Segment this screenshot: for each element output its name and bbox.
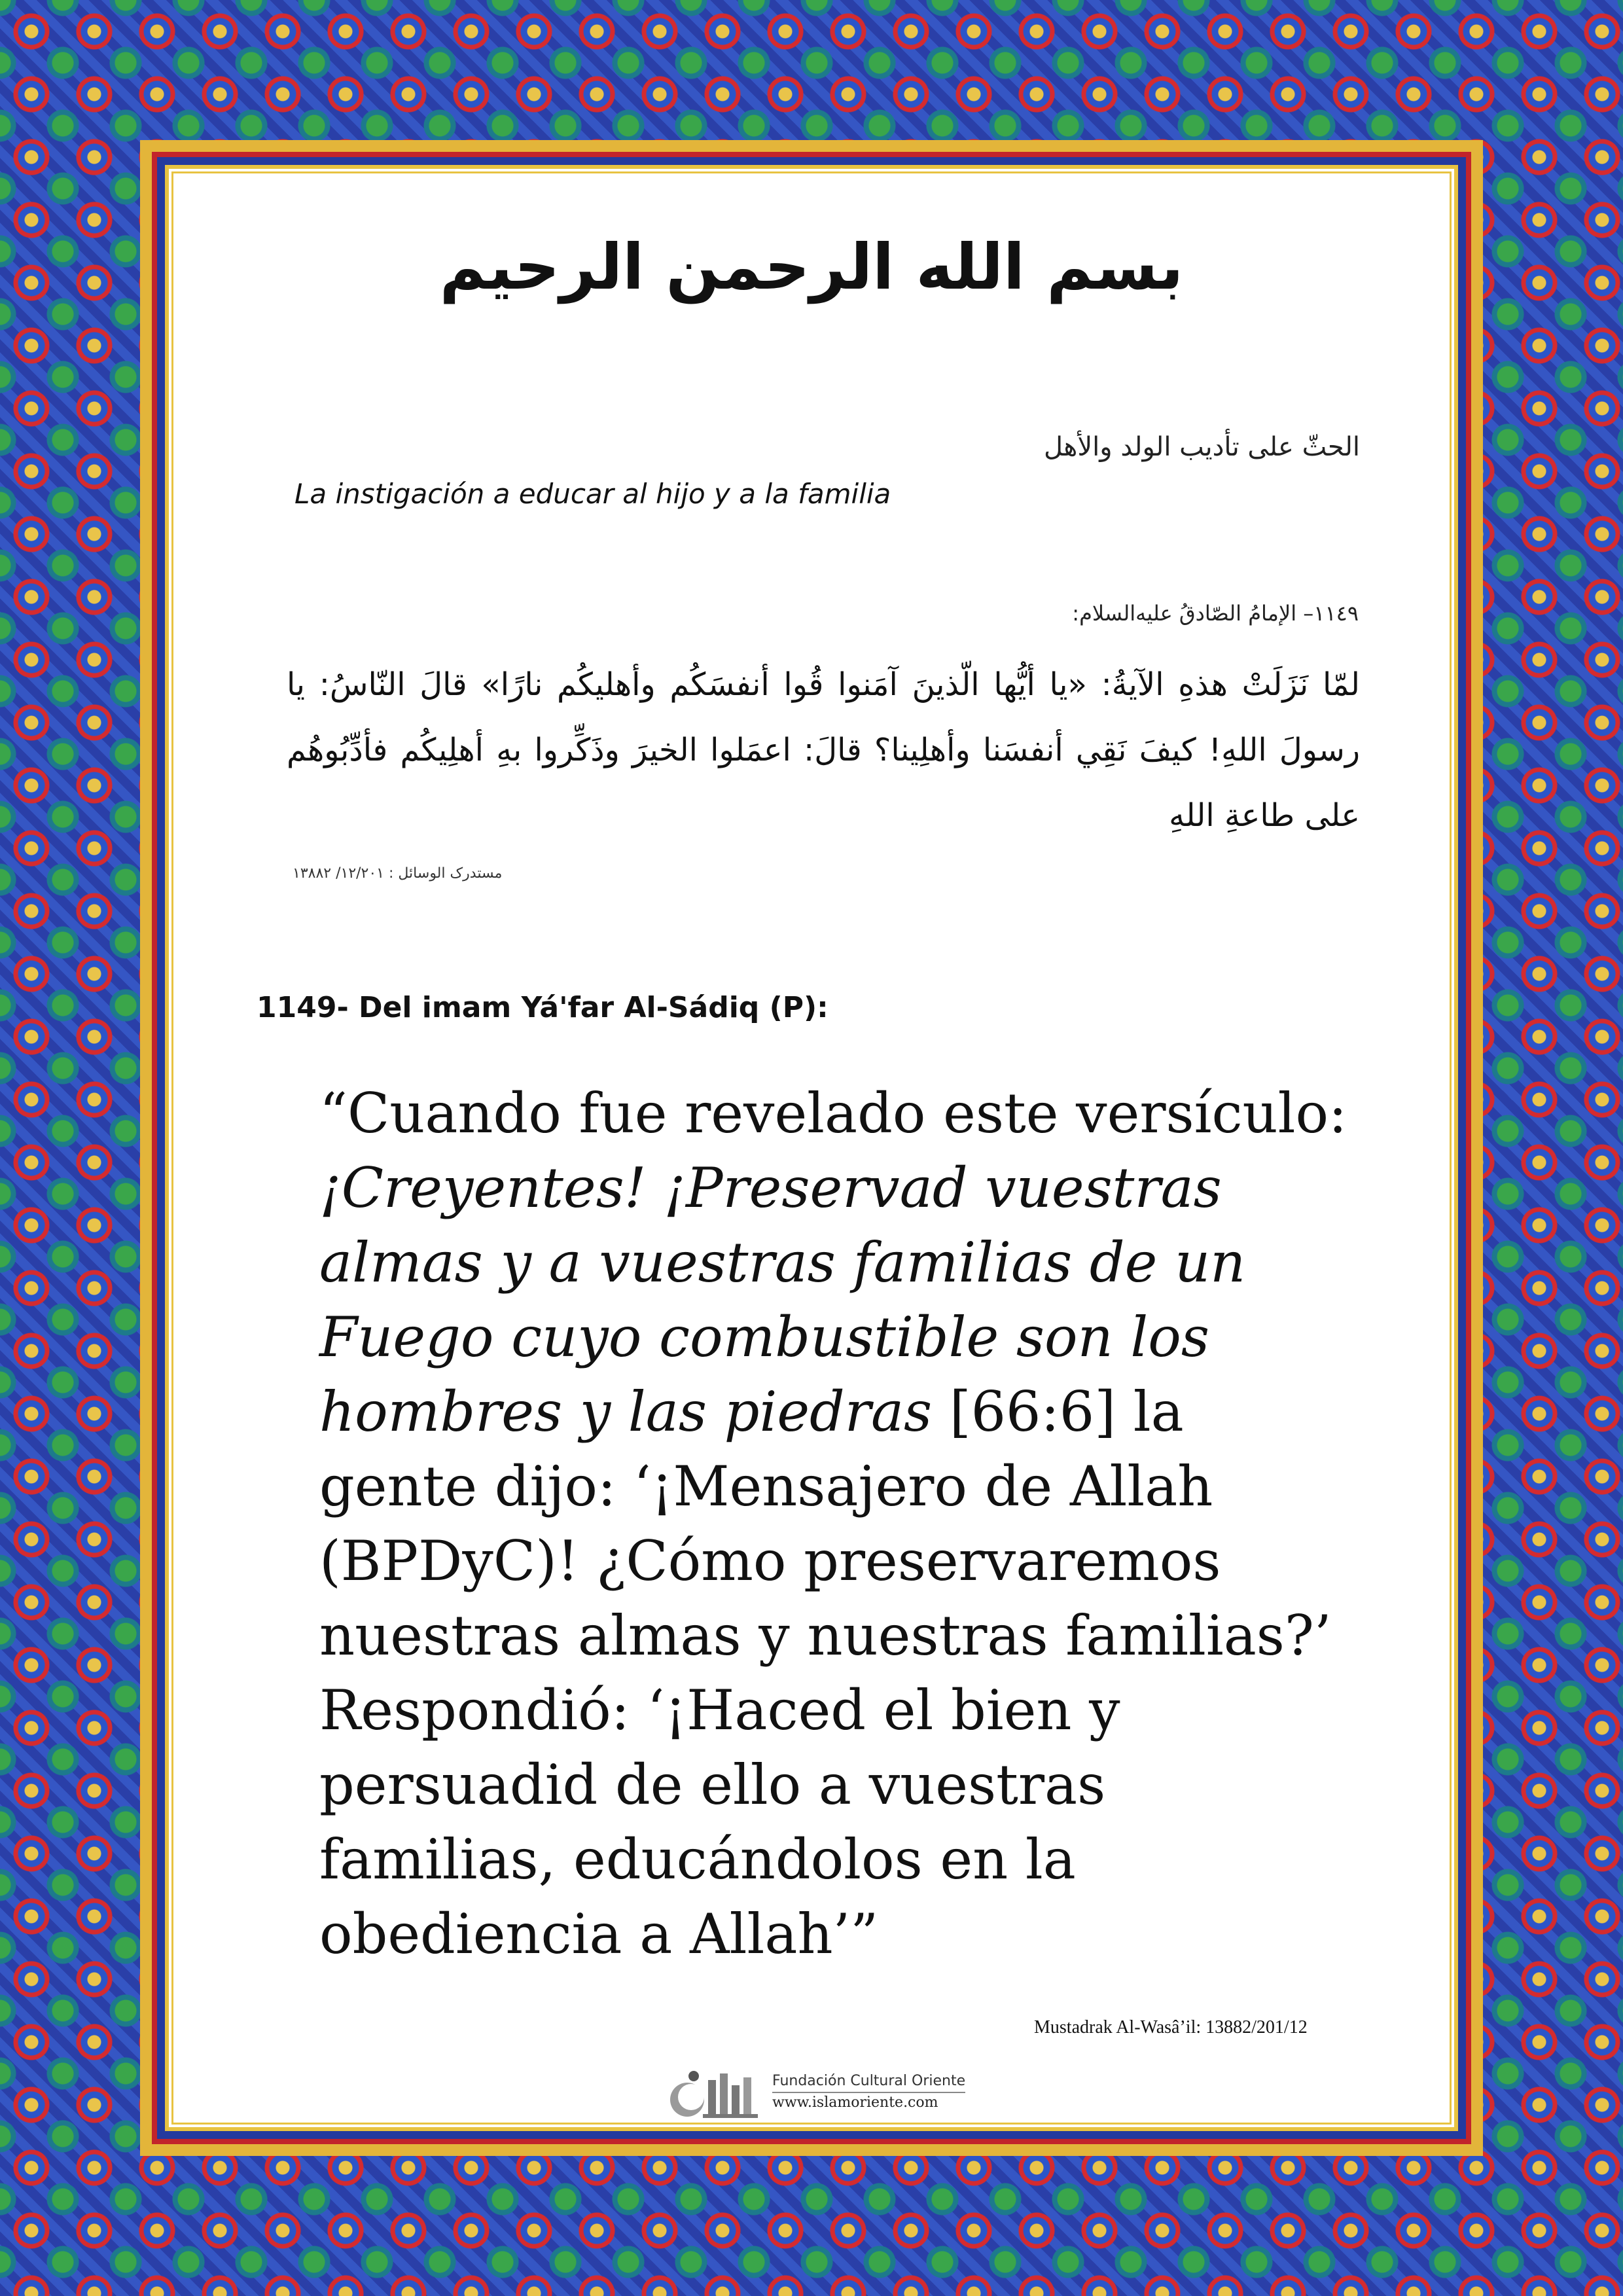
source-arabic: مستدرک الوسائل : ١٢/٢٠١/ ١٣٨٨٢ (293, 865, 503, 882)
narrator-spanish: 1149- Del imam Yá'far Al-Sádiq (P): (257, 991, 829, 1024)
quote-part-2: [66:6] la gente dijo: ‘¡Mensajero de Allah (BPDyC)! ¿Cómo preservaremos nuestras almas y nuestras familias?’ Respondió: ‘¡Haced el bien y persuadid de ello a vuestras familias, educándolos en la obediencia a Allah’” (319, 1380, 1332, 1966)
quote-verse-italic: ¡Creyentes! ¡Preservad vuestras almas y a vuestras familias de un Fuego cuyo combustible son los hombres y las piedras (319, 1156, 1246, 1444)
foundation-name: Fundación Cultural Oriente (772, 2073, 966, 2089)
hadith-text-arabic: لمّا نَزَلَتْ هذهِ الآيةُ: «يا أيُّها الّذينَ آمَنوا قُوا أنفسَكُم وأهليكُم نارًا» قالَ النّاسُ: يا رسولَ اللهِ! كيفَ نَقِي أنفسَنا وأهلِينا؟ قالَ: اعمَلوا الخيرَ وذَكِّروا بهِ أهلِيكُم فأدِّبُوهُم على طاعةِ اللهِ (287, 666, 1360, 834)
basmala-calligraphy: بسم الله الرحمن الرحيم (439, 230, 1184, 304)
quote-part-1: “Cuando fue revelado este versículo: (319, 1081, 1347, 1145)
foundation-logo-text (772, 2073, 965, 2111)
foundation-logo-icon (662, 2060, 767, 2123)
source-spanish: Mustadrak Al-Wasâ’il: 13882/201/12 (1034, 2017, 1308, 2037)
title-spanish: La instigación a educar al hijo y a la familia (294, 478, 891, 510)
quote-spanish (319, 1076, 1353, 1971)
foundation-logo (662, 2060, 965, 2123)
foundation-url[interactable]: www.islamoriente.com (772, 2092, 965, 2111)
content-panel (165, 165, 1458, 2131)
title-arabic: الحثّ على تأديب الولد والأهل (1043, 432, 1360, 462)
hadith-header-arabic: ١١٤٩– الإمامُ الصّادقُ عليه‌السلام: (1072, 601, 1359, 626)
